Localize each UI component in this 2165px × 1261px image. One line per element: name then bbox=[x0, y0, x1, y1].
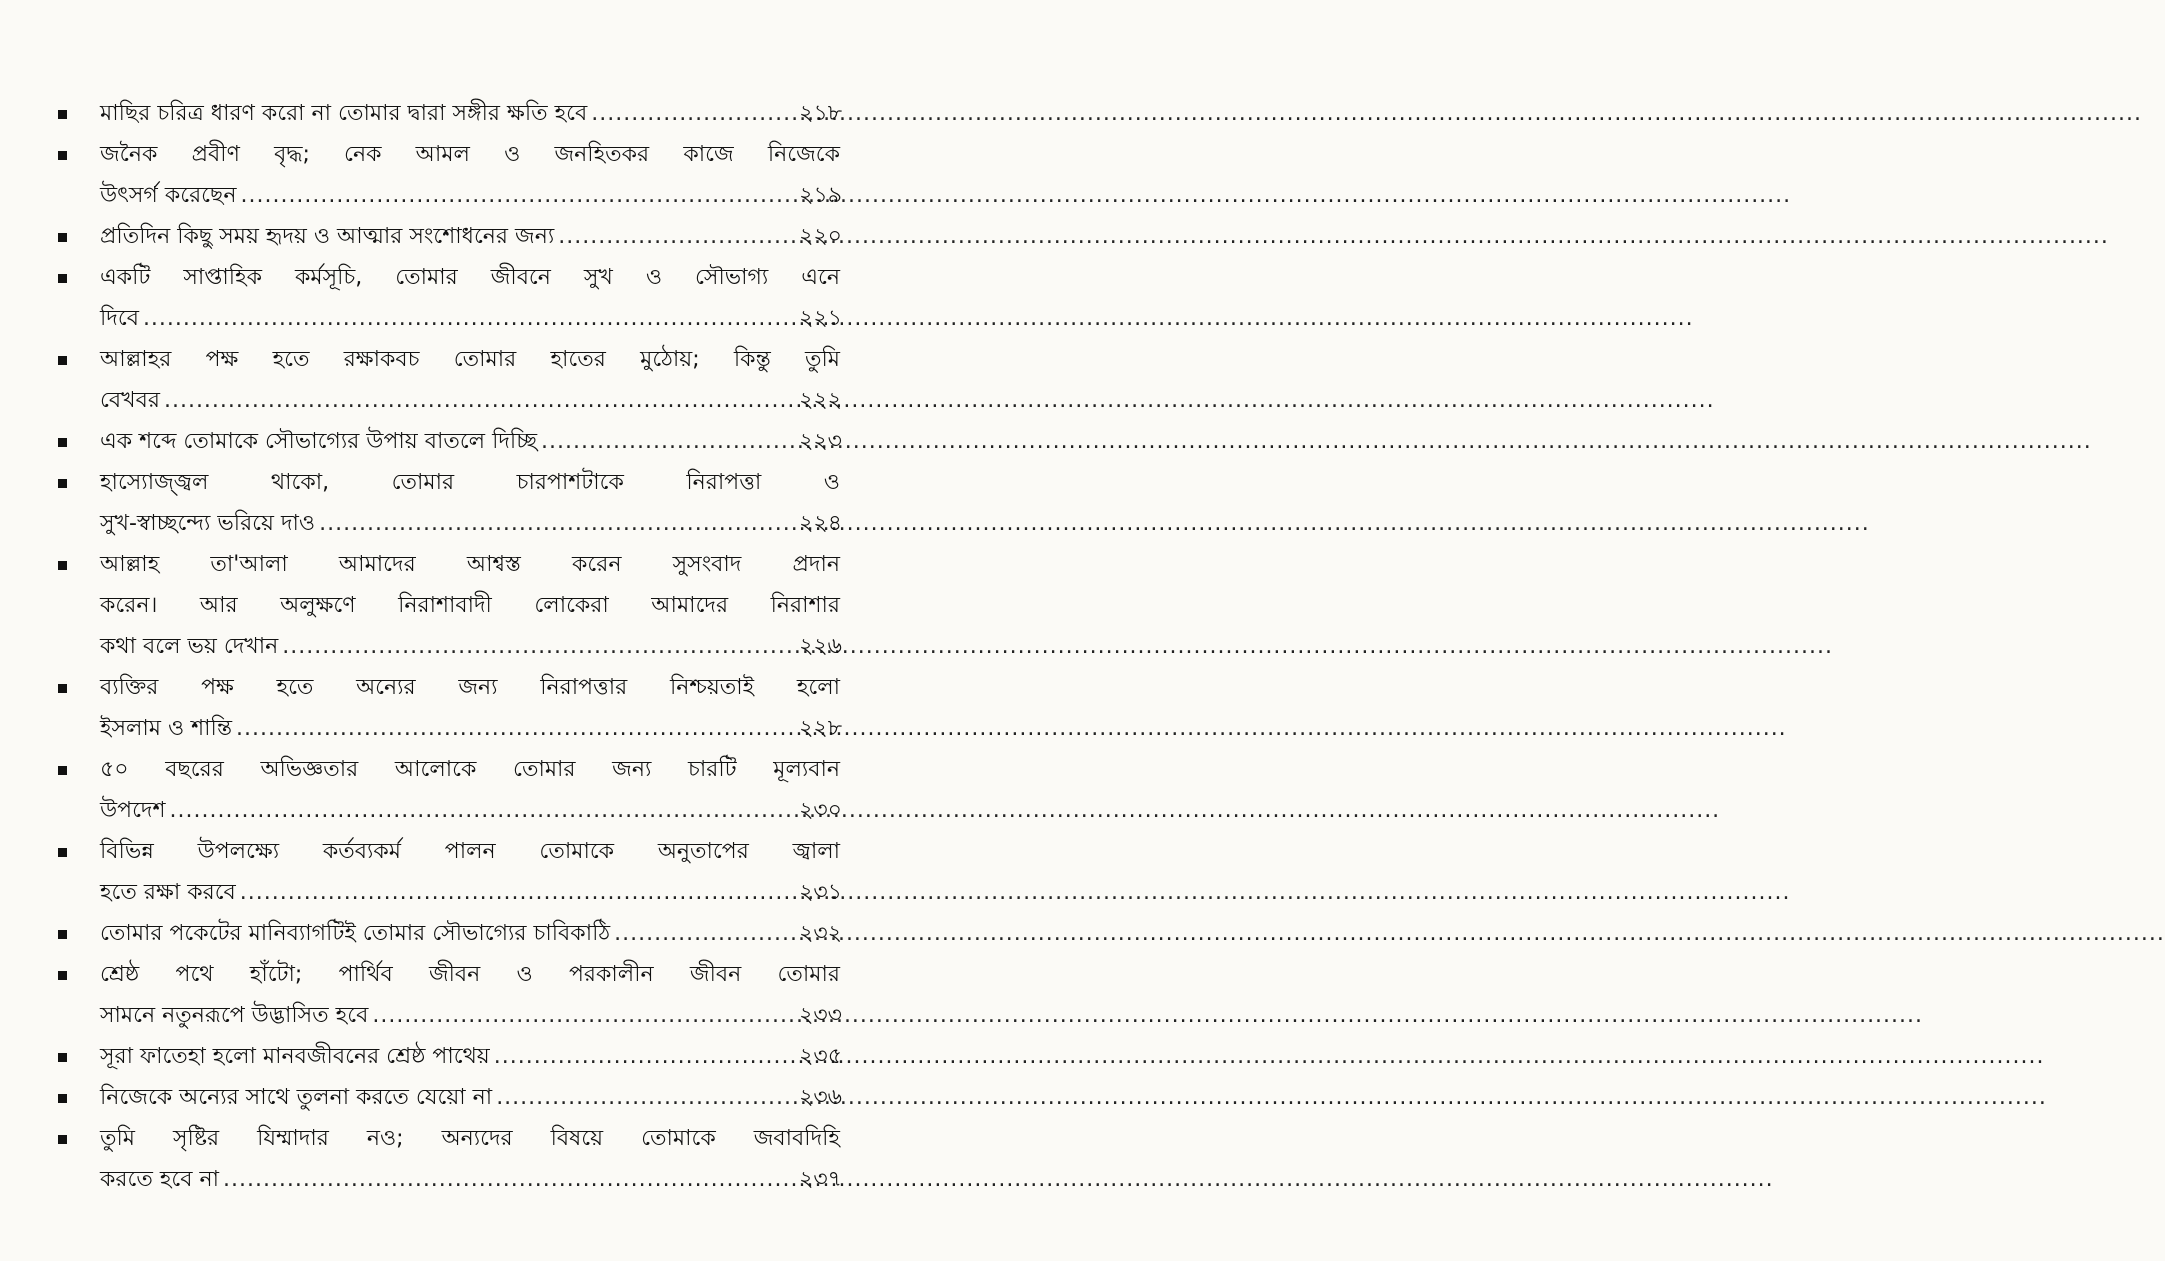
toc-entry-line bbox=[100, 462, 842, 503]
dot-leader bbox=[558, 216, 780, 257]
toc-entry-title-line: একটি সাপ্তাহিক কর্মসূচি, তোমার জীবনে সুখ ও সৌভাগ্য এনে bbox=[100, 265, 840, 290]
toc-entry-last-line bbox=[100, 298, 842, 339]
square-bullet-icon bbox=[58, 479, 67, 488]
square-bullet-icon bbox=[58, 233, 67, 242]
square-bullet-icon bbox=[58, 684, 67, 693]
toc-entry bbox=[56, 544, 842, 667]
toc-entry-line bbox=[100, 544, 842, 585]
toc-entry-title-line: ব্যক্তির পক্ষ হতে অন্যের জন্য নিরাপত্তার নিশ্চয়তাই হলো bbox=[100, 675, 840, 700]
toc-entry bbox=[56, 954, 842, 1036]
toc-entry-title-line: সামনে নতুনরূপে উদ্ভাসিত হবে bbox=[100, 1003, 369, 1028]
page-number: ২৩০ bbox=[799, 798, 842, 823]
toc-entry bbox=[56, 421, 842, 462]
toc-entry-title-line: ৫০ বছরের অভিজ্ঞতার আলোকে তোমার জন্য চারটি মূল্যবান bbox=[100, 757, 840, 782]
toc-entry-line bbox=[100, 954, 842, 995]
toc-entry-last-line bbox=[100, 913, 842, 954]
toc-entry-title-line: বিভিন্ন উপলক্ষ্যে কর্তব্যকর্ম পালন তোমাকে অনুতাপের জ্বালা bbox=[100, 839, 840, 864]
dot-leader bbox=[170, 790, 781, 831]
toc-entry-title-line: হতে রক্ষা করবে bbox=[100, 880, 236, 905]
toc-entry-title-line: এক শব্দে তোমাকে সৌভাগ্যের উপায় বাতলে দিচ্ছি bbox=[100, 429, 538, 454]
toc-entry-title-line: মাছির চরিত্র ধারণ করো না তোমার দ্বারা সঙ্গীর ক্ষতি হবে bbox=[100, 101, 588, 126]
toc-entry-title-line: দিবে bbox=[100, 306, 139, 331]
toc-entry bbox=[56, 134, 842, 216]
toc-entry-last-line bbox=[100, 1077, 842, 1118]
toc-entry-title-line: সুখ-স্বাচ্ছন্দ্যে ভরিয়ে দাও bbox=[100, 511, 316, 536]
toc-entry-line bbox=[100, 339, 842, 380]
page-number: ২৩২ bbox=[799, 921, 842, 946]
toc-entry-title-line: ইসলাম ও শান্তি bbox=[100, 716, 232, 741]
toc-entry-last-line bbox=[100, 1036, 842, 1077]
dot-leader bbox=[372, 995, 780, 1036]
toc-entry bbox=[56, 667, 842, 749]
toc-entry-last-line bbox=[100, 421, 842, 462]
page-number: ২৩৩ bbox=[799, 1003, 842, 1028]
toc-entry bbox=[56, 831, 842, 913]
toc-entry-line bbox=[100, 831, 842, 872]
page-number: ২২০ bbox=[799, 224, 842, 249]
toc-entry-line bbox=[100, 667, 842, 708]
toc-entry-line bbox=[100, 257, 842, 298]
toc-entry-title-line: তুমি সৃষ্টির যিম্মাদার নও; অন্যদের বিষয়ে তোমাকে জবাবদিহি bbox=[100, 1126, 840, 1151]
toc-entry-title-line: উপদেশ bbox=[100, 798, 166, 823]
toc-entry bbox=[56, 257, 842, 339]
toc-entry-title-line: হাস্যোজ্জ্বল থাকো, তোমার চারপাশটাকে নিরাপত্তা ও bbox=[100, 470, 840, 495]
toc-entry bbox=[56, 462, 842, 544]
dot-leader bbox=[496, 1077, 780, 1118]
square-bullet-icon bbox=[58, 151, 67, 160]
dot-leader bbox=[614, 913, 780, 954]
dot-leader bbox=[143, 298, 780, 339]
toc-entry-title-line: কথা বলে ভয় দেখান bbox=[100, 634, 279, 659]
toc-entry bbox=[56, 216, 842, 257]
square-bullet-icon bbox=[58, 438, 67, 447]
toc-entry-title-line: প্রতিদিন কিছু সময় হৃদয় ও আত্মার সংশোধনের জন্য bbox=[100, 224, 555, 249]
square-bullet-icon bbox=[58, 848, 67, 857]
toc-entry-last-line bbox=[100, 708, 842, 749]
square-bullet-icon bbox=[58, 1094, 67, 1103]
toc-entry-last-line bbox=[100, 175, 842, 216]
toc-entry-title-line: করতে হবে না bbox=[100, 1167, 219, 1192]
toc-entry-last-line bbox=[100, 93, 842, 134]
dot-leader bbox=[541, 421, 780, 462]
page-number: ২৩৬ bbox=[799, 1085, 842, 1110]
toc-entry-title-line: আল্লাহর পক্ষ হতে রক্ষাকবচ তোমার হাতের মুঠোয়; কিন্তু তুমি bbox=[100, 347, 840, 372]
toc-entry bbox=[56, 1118, 842, 1200]
toc-entry-last-line bbox=[100, 626, 842, 667]
dot-leader bbox=[240, 175, 780, 216]
toc-entry-last-line bbox=[100, 216, 842, 257]
toc-entry-line bbox=[100, 585, 842, 626]
toc-entry-last-line bbox=[100, 790, 842, 831]
toc-entry-title-line: করেন। আর অলুক্ষণে নিরাশাবাদী লোকেরা আমাদের নিরাশার bbox=[100, 593, 840, 618]
square-bullet-icon bbox=[58, 930, 67, 939]
toc-entry bbox=[56, 339, 842, 421]
toc-entry-title-line: জনৈক প্রবীণ বৃদ্ধ; নেক আমল ও জনহিতকর কাজে নিজেকে bbox=[100, 142, 840, 167]
table-of-contents bbox=[56, 93, 842, 1200]
square-bullet-icon bbox=[58, 971, 67, 980]
toc-entry-title-line: সূরা ফাতেহা হলো মানবজীবনের শ্রেষ্ঠ পাথেয় bbox=[100, 1044, 490, 1069]
page-number: ২১৮ bbox=[799, 101, 842, 126]
toc-page bbox=[0, 0, 870, 1261]
page-number: ২২১ bbox=[799, 306, 842, 331]
square-bullet-icon bbox=[58, 1053, 67, 1062]
dot-leader bbox=[494, 1036, 780, 1077]
page-number: ২১৯ bbox=[799, 183, 842, 208]
square-bullet-icon bbox=[58, 274, 67, 283]
square-bullet-icon bbox=[58, 1135, 67, 1144]
dot-leader bbox=[236, 708, 780, 749]
dot-leader bbox=[282, 626, 780, 667]
toc-entry-title-line: বেখবর bbox=[100, 388, 160, 413]
page-number: ২২৮ bbox=[799, 716, 842, 741]
page-number: ২২২ bbox=[799, 388, 842, 413]
square-bullet-icon bbox=[58, 561, 67, 570]
square-bullet-icon bbox=[58, 110, 67, 119]
toc-entry-last-line bbox=[100, 995, 842, 1036]
page-number: ২২৪ bbox=[799, 511, 842, 536]
toc-entry-line bbox=[100, 749, 842, 790]
toc-entry bbox=[56, 1036, 842, 1077]
page-number: ২২৩ bbox=[799, 429, 842, 454]
dot-leader bbox=[164, 380, 780, 421]
toc-entry-title-line: উৎসর্গ করেছেন bbox=[100, 183, 237, 208]
toc-entry-last-line bbox=[100, 380, 842, 421]
toc-entry-last-line bbox=[100, 503, 842, 544]
toc-entry bbox=[56, 93, 842, 134]
dot-leader bbox=[591, 93, 780, 134]
toc-entry bbox=[56, 913, 842, 954]
page-number: ২২৬ bbox=[799, 634, 842, 659]
toc-entry-last-line bbox=[100, 1159, 842, 1200]
page-number: ২৩১ bbox=[799, 880, 842, 905]
toc-entry bbox=[56, 749, 842, 831]
dot-leader bbox=[240, 872, 780, 913]
page-number: ২৩৫ bbox=[799, 1044, 842, 1069]
toc-entry-line bbox=[100, 134, 842, 175]
toc-entry bbox=[56, 1077, 842, 1118]
page-number: ২৩৭ bbox=[799, 1167, 842, 1192]
toc-entry-last-line bbox=[100, 872, 842, 913]
square-bullet-icon bbox=[58, 356, 67, 365]
dot-leader bbox=[319, 503, 780, 544]
toc-entry-title-line: আল্লাহ তা'আলা আমাদের আশ্বস্ত করেন সুসংবাদ প্রদান bbox=[100, 552, 840, 577]
toc-entry-title-line: নিজেকে অন্যের সাথে তুলনা করতে যেয়ো না bbox=[100, 1085, 493, 1110]
dot-leader bbox=[223, 1159, 780, 1200]
toc-entry-title-line: শ্রেষ্ঠ পথে হাঁটো; পার্থিব জীবন ও পরকালীন জীবন তোমার bbox=[100, 962, 840, 987]
toc-entry-line bbox=[100, 1118, 842, 1159]
toc-entry-title-line: তোমার পকেটের মানিব্যাগটিই তোমার সৌভাগ্যের চাবিকাঠি bbox=[100, 921, 611, 946]
square-bullet-icon bbox=[58, 766, 67, 775]
